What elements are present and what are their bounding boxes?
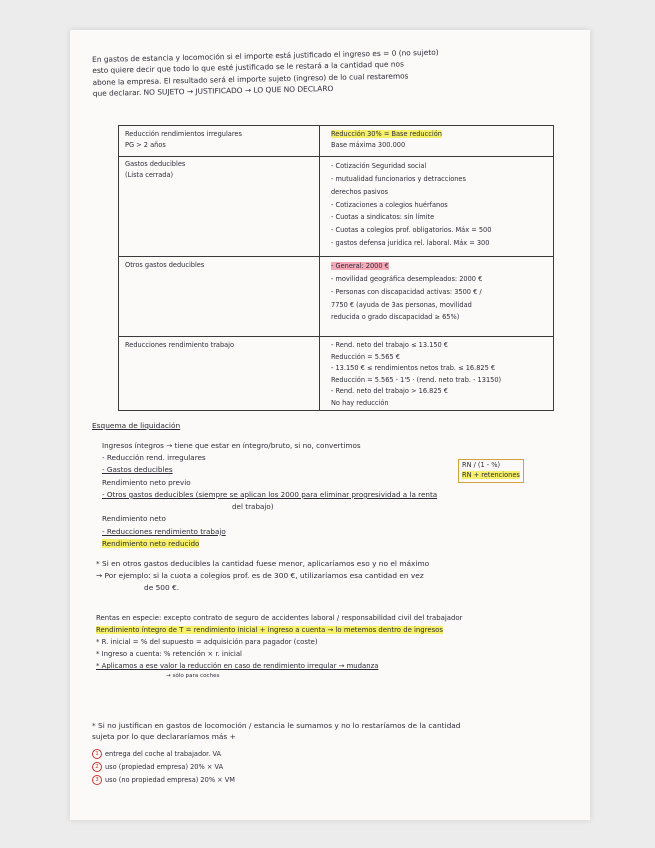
list-item-text: uso (propiedad empresa) 20% × VA	[105, 762, 224, 771]
scheme-line: - Reducción rend. irregulares	[102, 453, 206, 463]
intro-line: abone la empresa. El resultado será el importe sujeto (ingreso) de lo cual restaremos	[92, 71, 409, 87]
table-cell-right: - Cotizaciones a colegios huérfanos	[331, 200, 448, 209]
especie-line: * Ingreso a cuenta: % retención × r. inicial	[96, 650, 242, 659]
notes-paragraph	[96, 558, 429, 594]
scheme-line: - Gastos deducibles	[102, 465, 173, 475]
summary-table	[118, 125, 554, 411]
scheme-line: Rendimiento neto reducido	[102, 538, 200, 548]
scheme-line: Rendimiento neto previo	[102, 477, 191, 487]
table-cell-right: - Cuotas a sindicatos: sin límite	[331, 213, 435, 222]
list-number: 2	[92, 762, 102, 772]
table-cell-right: reducida o grado discapacidad ≥ 65%)	[331, 313, 460, 322]
table-cell-right: Reducción = 5.565 - 1'5 · (rend. neto trab. - 13150)	[331, 375, 502, 384]
intro-paragraph	[92, 47, 439, 100]
notebook-page	[70, 30, 590, 820]
intro-line: En gastos de estancia y locomoción si el importe está justificado el ingreso es = 0 (no sujeto)	[92, 47, 439, 64]
conversion-box-line: RN / (1 - %)	[462, 461, 501, 469]
numbered-list	[92, 748, 235, 787]
table-cell-right: - Cuotas a colegios prof. obligatorios. Máx = 500	[331, 226, 492, 235]
table-cell-right: - mutualidad funcionarios y detracciones	[331, 174, 466, 183]
table-cell-left: Gastos deducibles	[125, 160, 186, 168]
list-number: 3	[92, 775, 102, 785]
table-cell-right: No hay reducción	[331, 398, 389, 407]
list-item-text: entrega del coche al trabajador. VA	[105, 750, 222, 758]
table-row	[119, 156, 553, 257]
intro-line: esto quiere decir que todo lo que esté justificado se le restará a la cantidad que nos	[92, 59, 404, 76]
table-cell-right: - Rend. neto del trabajo ≤ 13.150 €	[331, 341, 449, 349]
especie-section	[96, 612, 462, 682]
list-item	[92, 774, 235, 787]
conversion-box	[458, 459, 524, 483]
scheme-line: del trabajo)	[232, 502, 274, 512]
list-number: 1	[92, 749, 102, 759]
table-cell-right: derechos pasivos	[331, 187, 389, 196]
table-row	[119, 256, 553, 337]
scheme-title	[92, 420, 180, 431]
scheme-line: - Reducciones rendimiento trabajo	[102, 526, 226, 536]
table-cell-left: PG > 2 años	[125, 141, 166, 150]
table-cell-right: - General: 2000 €	[331, 262, 389, 270]
table-cell-right: Reducción = 5.565 €	[331, 352, 400, 361]
scheme-title-text: Esquema de liquidación	[92, 421, 181, 430]
table-cell-right: - movilidad geográfica desempleados: 2000 €	[331, 274, 483, 283]
list-item	[92, 748, 235, 761]
especie-line: * R. inicial = % del supuesto = adquisición para pagador (coste)	[96, 638, 318, 647]
notes-line: * Si en otros gastos deducibles la cantidad fuese menor, aplicaríamos eso y no el máximo	[96, 559, 430, 568]
table-cell-right: - Rend. neto del trabajo > 16.825 €	[331, 387, 449, 396]
table-cell-left: (Lista cerrada)	[125, 171, 174, 180]
table-cell-right: - Cotización Seguridad social	[331, 162, 427, 170]
table-row	[119, 336, 553, 410]
table-cell-right: Base máxima 300.000	[331, 141, 406, 150]
final-line: sujeta por lo que declararíamos más +	[92, 732, 236, 742]
table-cell-right: - gastos defensa jurídica rel. laboral. Máx = 300	[331, 239, 490, 248]
table-row	[119, 126, 553, 157]
table-cell-left: Reducción rendimientos irregulares	[125, 130, 242, 138]
table-cell-right: - Personas con discapacidad activas: 3500 € /	[331, 287, 482, 296]
especie-line: Rendimiento íntegro de T = rendimiento inicial + ingreso a cuenta → lo metemos dentro de ingresos	[96, 626, 443, 635]
table-cell-right: Reducción 30% = Base reducción	[331, 130, 442, 138]
table-cell-right: - 13.150 € ≤ rendimientos netos trab. ≤ 16.825 €	[331, 364, 496, 373]
final-line: * Si no justifican en gastos de locomoción / estancia le sumamos y no lo restaríamos de la cantidad	[92, 721, 461, 730]
conversion-box-line: RN + retenciones	[462, 470, 520, 479]
scheme-lines	[102, 440, 437, 550]
notes-line: → Por ejemplo: si la cuota a colegios prof. es de 300 €, utilizaríamos esa cantidad en vez	[96, 570, 424, 580]
list-item	[92, 761, 235, 774]
especie-line: Rentas en especie: excepto contrato de seguro de accidentes laboral / responsabilidad civil del trabajador	[96, 614, 463, 622]
especie-line: → sólo para coches	[166, 673, 220, 680]
especie-line: * Aplicamos a ese valor la reducción en caso de rendimiento irregular → mudanza	[96, 662, 379, 671]
table-cell-right: 7750 € (ayuda de 3as personas, movilidad	[331, 300, 472, 309]
table-cell-left: Reducciones rendimiento trabajo	[125, 341, 235, 349]
intro-line: que declarar. NO SUJETO → JUSTIFICADO → LO QUE NO DECLARO	[92, 84, 334, 99]
final-paragraph	[92, 720, 461, 743]
scheme-line: Ingresos íntegros → tiene que estar en íntegro/bruto, si no, convertimos	[102, 441, 361, 450]
list-item-text: uso (no propiedad empresa) 20% × VM	[105, 775, 235, 784]
scheme-line: Rendimiento neto	[102, 514, 166, 524]
scheme-line: - Otros gastos deducibles (siempre se aplican los 2000 para eliminar progresividad a la renta	[102, 489, 438, 499]
notes-line: de 500 €.	[144, 582, 180, 592]
table-cell-left: Otros gastos deducibles	[125, 261, 205, 269]
